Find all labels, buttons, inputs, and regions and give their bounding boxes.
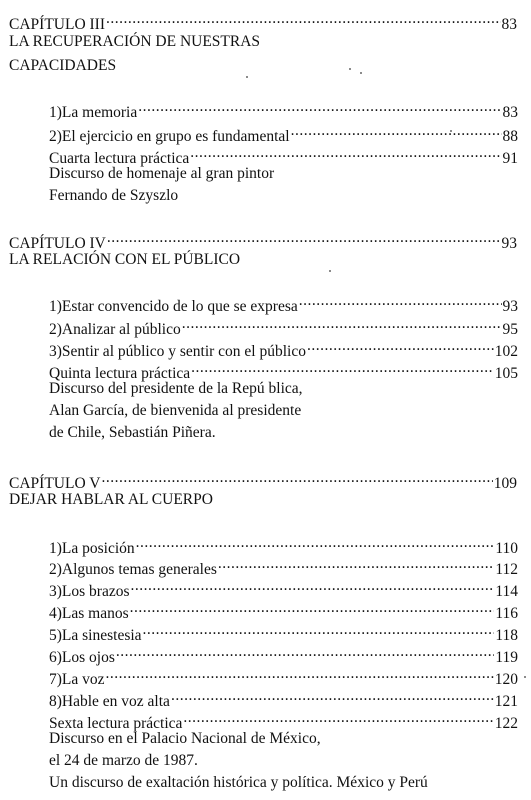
page-number: 121 xyxy=(494,693,518,710)
page-number: 122 xyxy=(494,715,518,732)
page-number: 83 xyxy=(501,16,517,33)
chapter-title xyxy=(9,55,519,77)
entry-text: Discurso del presidente de la Repú blica, xyxy=(49,380,303,397)
dot-leader xyxy=(143,618,495,640)
entry-text: Alan García, de bienvenida al presidente xyxy=(49,402,302,419)
scan-speck xyxy=(450,130,452,132)
dot-leader xyxy=(183,706,493,728)
entry-text: Cuarta lectura práctica xyxy=(49,150,190,167)
dot-leader xyxy=(299,289,502,311)
chapter-label: CAPÍTULO III xyxy=(9,16,105,33)
toc-entry xyxy=(49,119,518,145)
entry-text: 3)Sentir al público y sentir con el público xyxy=(49,343,306,360)
entry-text: Quinta lectura práctica xyxy=(49,365,191,382)
toc-entry xyxy=(49,640,518,666)
page-number: 114 xyxy=(495,583,518,600)
chapter-label: CAPÍTULO IV xyxy=(9,235,106,252)
entry-text: el 24 de marzo de 1987. xyxy=(49,752,198,769)
page-number: 88 xyxy=(502,128,518,145)
toc-entry xyxy=(49,662,518,688)
entry-text: Un discurso de exaltación histórica y política. México y Perú xyxy=(49,774,428,791)
toc-entry xyxy=(49,574,518,600)
dot-leader xyxy=(182,312,502,334)
toc-entry xyxy=(49,552,518,578)
toc-entry xyxy=(49,706,518,732)
page-number: 102 xyxy=(494,343,518,360)
entry-text: Fernando de Szyszlo xyxy=(49,187,179,204)
entry-text: Discurso de homenaje al gran pintor xyxy=(49,165,275,182)
entry-text: 2)Analizar al público xyxy=(49,321,181,338)
toc-entry xyxy=(49,596,518,622)
page-number: 105 xyxy=(494,365,518,382)
dot-leader xyxy=(218,552,494,574)
entry-text: 4)Las manos xyxy=(49,605,129,622)
toc-entry-note xyxy=(49,772,519,794)
toc-entry-note xyxy=(49,185,519,207)
dot-leader xyxy=(307,334,494,356)
chapter-title-line: LA RELACIÓN CON EL PÚBLICO xyxy=(9,251,241,268)
page-number: 91 xyxy=(502,150,518,167)
toc-chapter-3-heading xyxy=(9,7,517,33)
page-number: 93 xyxy=(501,235,517,252)
entry-text: 1)Estar convencido de lo que se expresa xyxy=(49,298,298,315)
dot-leader xyxy=(107,226,501,248)
entry-text: 6)Los ojos xyxy=(49,649,115,666)
entry-text: 5)La sinestesia xyxy=(49,627,142,644)
entry-text: 2)Algunos temas generales xyxy=(49,561,217,578)
chapter-title xyxy=(9,249,519,271)
scan-speck xyxy=(329,270,331,272)
toc-entry-note xyxy=(49,750,519,772)
chapter-title-line: LA RECUPERACIÓN DE NUESTRAS xyxy=(9,33,261,50)
page-number: 112 xyxy=(495,561,518,578)
dot-leader xyxy=(101,466,492,488)
toc-entry xyxy=(49,289,518,315)
toc-entry xyxy=(49,356,518,382)
scan-speck xyxy=(360,72,362,74)
toc-entry-note xyxy=(49,422,519,444)
toc-entry xyxy=(49,684,518,710)
chapter-title xyxy=(9,31,519,53)
entry-text: 2)El ejercicio en grupo es fundamental xyxy=(49,128,290,145)
chapter-label: CAPÍTULO V xyxy=(9,475,101,492)
dot-leader xyxy=(131,574,495,596)
toc-chapter-4-heading xyxy=(9,226,517,252)
toc-entry-note xyxy=(49,400,519,422)
page-number: 95 xyxy=(502,321,518,338)
toc-entry xyxy=(49,141,518,167)
toc-entry xyxy=(49,334,518,360)
chapter-title xyxy=(9,489,519,511)
dot-leader xyxy=(116,640,494,662)
toc-entry xyxy=(49,312,518,338)
page-number: 118 xyxy=(495,627,518,644)
dot-leader xyxy=(106,7,501,29)
scan-speck xyxy=(246,76,248,78)
toc-entry-note xyxy=(49,728,519,750)
entry-text: 1)La posición xyxy=(49,540,135,557)
page-number: 83 xyxy=(502,104,518,121)
toc-entry xyxy=(49,618,518,644)
toc-entry xyxy=(49,531,518,557)
dot-leader xyxy=(106,662,494,684)
toc-entry xyxy=(49,95,518,121)
toc-entry-note xyxy=(49,378,519,400)
chapter-title-line: DEJAR HABLAR AL CUERPO xyxy=(9,491,213,508)
entry-text: 1)La memoria xyxy=(49,104,138,121)
page-number: 110 xyxy=(495,540,518,557)
dot-leader xyxy=(171,684,494,706)
entry-text: 7)La voz xyxy=(49,671,105,688)
chapter-title-line: CAPACIDADES xyxy=(9,57,117,74)
page-number: 109 xyxy=(493,475,517,492)
dot-leader xyxy=(130,596,495,618)
page-number: 120 xyxy=(494,671,518,688)
scan-speck xyxy=(524,676,526,678)
page-number: 116 xyxy=(495,605,518,622)
dot-leader xyxy=(190,141,501,163)
entry-text: Sexta lectura práctica xyxy=(49,715,183,732)
toc-chapter-5-heading xyxy=(9,466,517,492)
entry-text: de Chile, Sebastián Piñera. xyxy=(49,424,216,441)
scan-speck xyxy=(349,68,351,70)
toc-entry-note xyxy=(49,163,519,185)
page-number: 119 xyxy=(495,649,518,666)
entry-text: 3)Los brazos xyxy=(49,583,130,600)
dot-leader xyxy=(291,119,502,141)
entry-text: 8)Hable en voz alta xyxy=(49,693,170,710)
dot-leader xyxy=(138,95,501,117)
dot-leader xyxy=(136,531,495,553)
entry-text: Discurso en el Palacio Nacional de México, xyxy=(49,730,321,747)
page-number: 93 xyxy=(502,298,518,315)
dot-leader xyxy=(191,356,494,378)
